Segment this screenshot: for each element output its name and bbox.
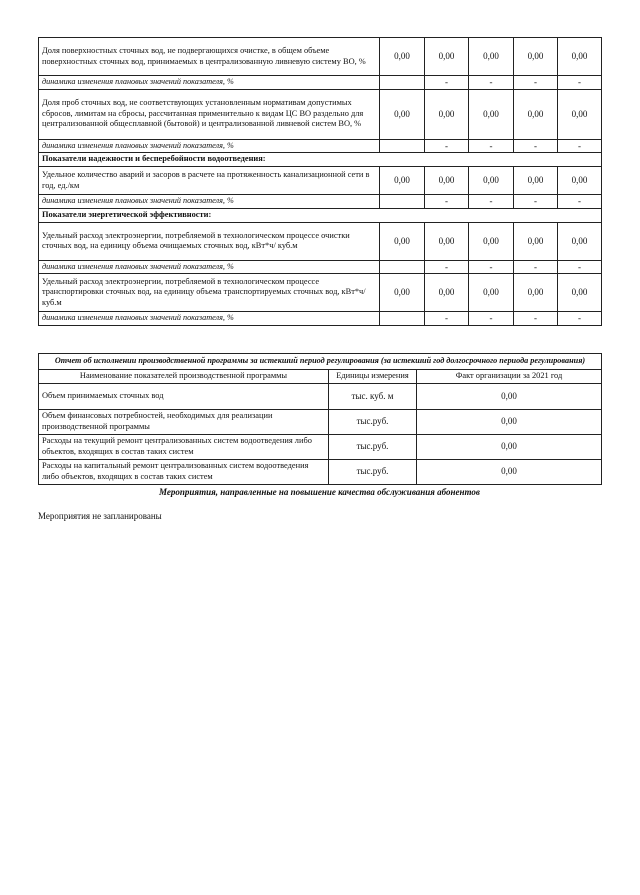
indicator-value: 0,00 bbox=[380, 89, 425, 139]
dynamics-value: - bbox=[469, 76, 514, 90]
dynamics-value: - bbox=[514, 260, 558, 274]
table-row bbox=[39, 38, 602, 76]
report-name: Расходы на текущий ремонт централизованных систем водоотведения либо объектов, входящих в состав таких систем bbox=[39, 434, 329, 459]
section-heading: Показатели надежности и бесперебойности водоотведения: bbox=[39, 153, 602, 167]
dynamics-value: - bbox=[558, 195, 602, 209]
indicator-value: 0,00 bbox=[558, 38, 602, 76]
table-row bbox=[39, 434, 602, 459]
empty-cell bbox=[380, 260, 425, 274]
dynamics-row bbox=[39, 260, 602, 274]
indicator-value: 0,00 bbox=[425, 274, 469, 312]
indicator-value: 0,00 bbox=[469, 274, 514, 312]
report-unit: тыс. куб. м bbox=[329, 383, 417, 409]
section-heading: Показатели энергетической эффективности: bbox=[39, 208, 602, 222]
table-row bbox=[39, 89, 602, 139]
report-name: Объем финансовых потребностей, необходимых для реализации производственной программы bbox=[39, 409, 329, 434]
indicator-label: Удельный расход электроэнергии, потребляемой в технологическом процессе очистки сточных вод, на единицу объема очищаемых сточных вод, кВт*ч/ куб.м bbox=[39, 222, 380, 260]
indicator-value: 0,00 bbox=[425, 38, 469, 76]
dynamics-label: динамика изменения плановых значений показателя, % bbox=[39, 195, 380, 209]
report-table bbox=[38, 353, 602, 485]
report-unit: тыс.руб. bbox=[329, 434, 417, 459]
table-row bbox=[39, 167, 602, 195]
dynamics-value: - bbox=[558, 260, 602, 274]
report-name: Объем принимаемых сточных вод bbox=[39, 383, 329, 409]
header-fact: Факт организации за 2021 год bbox=[417, 369, 602, 383]
indicators-table bbox=[38, 37, 602, 326]
section-row bbox=[39, 208, 602, 222]
report-title-row bbox=[39, 354, 602, 370]
indicator-label: Удельное количество аварий и засоров в расчете на протяженность канализационной сети в год, ед./км bbox=[39, 167, 380, 195]
indicator-value: 0,00 bbox=[380, 167, 425, 195]
dynamics-value: - bbox=[469, 139, 514, 153]
dynamics-value: - bbox=[469, 312, 514, 326]
indicator-label: Удельный расход электроэнергии, потребляемой в технологическом процессе транспортировки сточных вод, на единицу объема транспортируемых сточных вод, кВт*ч/ куб.м bbox=[39, 274, 380, 312]
indicator-value: 0,00 bbox=[425, 222, 469, 260]
dynamics-value: - bbox=[558, 76, 602, 90]
indicator-value: 0,00 bbox=[558, 222, 602, 260]
empty-cell bbox=[380, 139, 425, 153]
indicator-value: 0,00 bbox=[514, 89, 558, 139]
section-row bbox=[39, 153, 602, 167]
dynamics-value: - bbox=[514, 312, 558, 326]
indicator-label: Доля проб сточных вод, не соответствующих установленным нормативам допустимых сбросов, лимитам на сбросы, рассчитанная применительно к видам ЦС ВО раздельно для централизованной общесплавной (бытовой) и централизованной ливневой систем ВО, % bbox=[39, 89, 380, 139]
report-unit: тыс.руб. bbox=[329, 459, 417, 484]
dynamics-value: - bbox=[514, 139, 558, 153]
dynamics-value: - bbox=[425, 76, 469, 90]
indicator-label: Доля поверхностных сточных вод, не подвергающихся очистке, в общем объеме поверхностных сточных вод, принимаемых в централизованную ливневую систему ВО, % bbox=[39, 38, 380, 76]
dynamics-value: - bbox=[469, 195, 514, 209]
dynamics-value: - bbox=[425, 139, 469, 153]
dynamics-label: динамика изменения плановых значений показателя, % bbox=[39, 312, 380, 326]
header-name: Наименование показателей производственной программы bbox=[39, 369, 329, 383]
dynamics-label: динамика изменения плановых значений показателя, % bbox=[39, 260, 380, 274]
report-fact: 0,00 bbox=[417, 409, 602, 434]
dynamics-value: - bbox=[425, 260, 469, 274]
empty-cell bbox=[380, 312, 425, 326]
indicator-value: 0,00 bbox=[425, 167, 469, 195]
dynamics-value: - bbox=[469, 260, 514, 274]
dynamics-label: динамика изменения плановых значений показателя, % bbox=[39, 139, 380, 153]
table-row bbox=[39, 274, 602, 312]
dynamics-row bbox=[39, 76, 602, 90]
indicator-value: 0,00 bbox=[558, 167, 602, 195]
indicator-value: 0,00 bbox=[558, 89, 602, 139]
dynamics-value: - bbox=[514, 195, 558, 209]
report-fact: 0,00 bbox=[417, 383, 602, 409]
report-fact: 0,00 bbox=[417, 459, 602, 484]
table-row bbox=[39, 459, 602, 484]
indicator-value: 0,00 bbox=[469, 167, 514, 195]
dynamics-value: - bbox=[558, 139, 602, 153]
indicator-value: 0,00 bbox=[558, 274, 602, 312]
indicator-value: 0,00 bbox=[469, 38, 514, 76]
report-title: Отчет об исполнении производственной программы за истекший период регулирования (за истекший год долгосрочного периода регулирования) bbox=[39, 354, 602, 370]
indicator-value: 0,00 bbox=[514, 38, 558, 76]
indicator-value: 0,00 bbox=[514, 167, 558, 195]
table-row bbox=[39, 409, 602, 434]
dynamics-value: - bbox=[425, 312, 469, 326]
dynamics-label: динамика изменения плановых значений показателя, % bbox=[39, 76, 380, 90]
dynamics-row bbox=[39, 139, 602, 153]
table-row bbox=[39, 383, 602, 409]
indicator-value: 0,00 bbox=[380, 38, 425, 76]
dynamics-row bbox=[39, 312, 602, 326]
report-fact: 0,00 bbox=[417, 434, 602, 459]
dynamics-row bbox=[39, 195, 602, 209]
report-header-row bbox=[39, 369, 602, 383]
report-name: Расходы на капитальный ремонт централизованных систем водоотведения либо объектов, входящих в состав таких систем bbox=[39, 459, 329, 484]
header-unit: Единицы измерения bbox=[329, 369, 417, 383]
indicator-value: 0,00 bbox=[514, 222, 558, 260]
indicator-value: 0,00 bbox=[469, 89, 514, 139]
indicator-value: 0,00 bbox=[469, 222, 514, 260]
report-unit: тыс.руб. bbox=[329, 409, 417, 434]
table-row bbox=[39, 222, 602, 260]
dynamics-value: - bbox=[558, 312, 602, 326]
events-text: Мероприятия не запланированы bbox=[38, 511, 162, 521]
indicator-value: 0,00 bbox=[380, 222, 425, 260]
indicator-value: 0,00 bbox=[380, 274, 425, 312]
empty-cell bbox=[380, 195, 425, 209]
dynamics-value: - bbox=[425, 195, 469, 209]
events-title: Мероприятия, направленные на повышение качества обслуживания абонентов bbox=[159, 487, 480, 497]
indicator-value: 0,00 bbox=[514, 274, 558, 312]
indicator-value: 0,00 bbox=[425, 89, 469, 139]
dynamics-value: - bbox=[514, 76, 558, 90]
empty-cell bbox=[380, 76, 425, 90]
